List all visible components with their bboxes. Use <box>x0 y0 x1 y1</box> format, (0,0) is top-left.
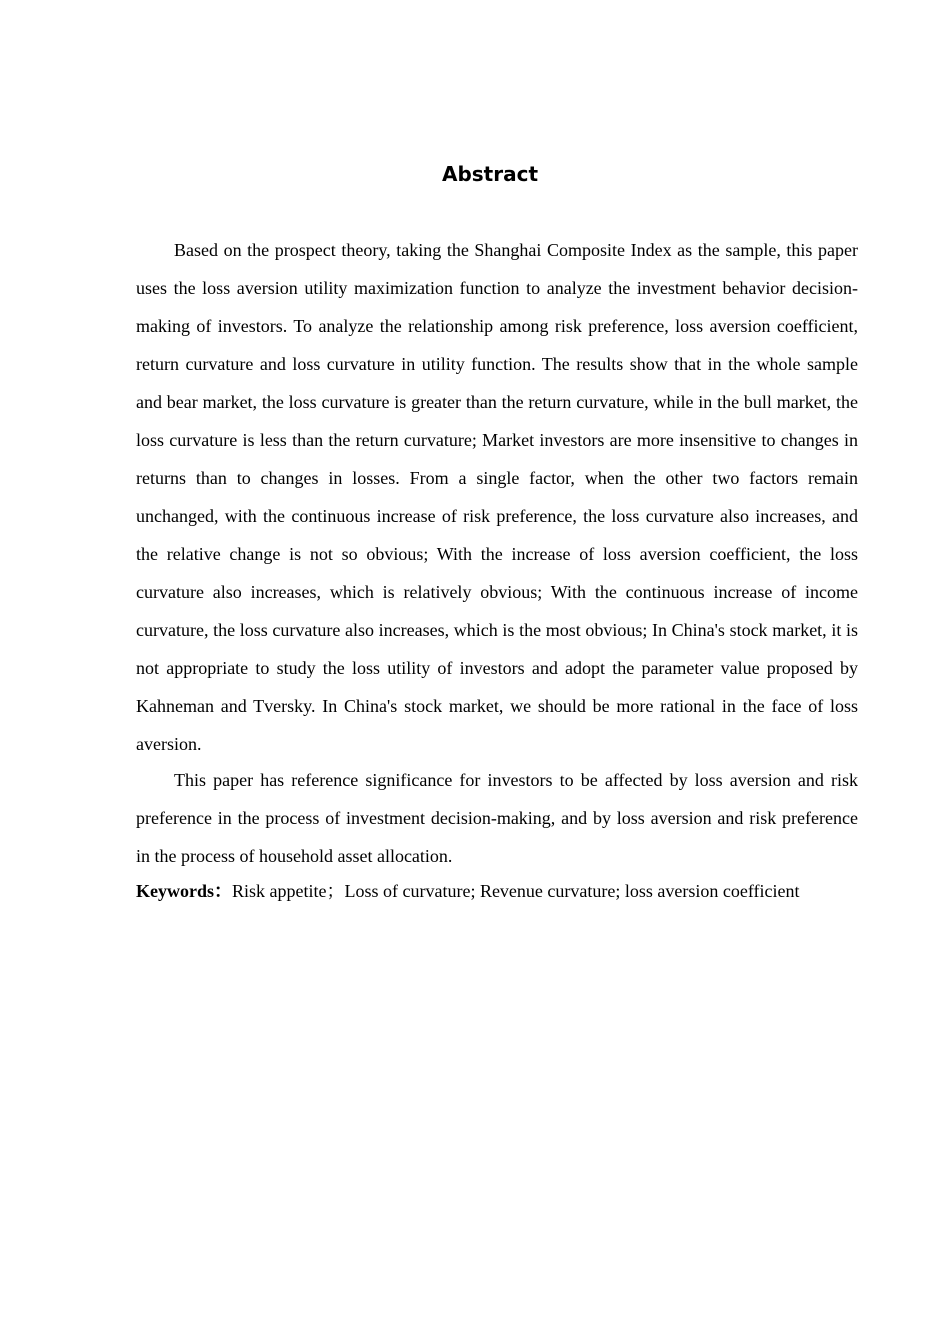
abstract-body <box>136 231 858 910</box>
keywords-label: Keywords： <box>136 881 232 901</box>
abstract-paragraph-1: Based on the prospect theory, taking the Shanghai Composite Index as the sample, this paper uses the loss aversion utility maximization function to analyze the investment behavior decision-making of investors. To analyze the relationship among risk preference, loss aversion coefficient, return curvature and loss curvature in utility function. The results show that in the whole sample and bear market, the loss curvature is greater than the return curvature, while in the bull market, the loss curvature is less than the return curvature; Market investors are more insensitive to changes in returns than to changes in losses. From a single factor, when the other two factors remain unchanged, with the continuous increase of risk preference, the loss curvature also increases, and the relative change is not so obvious; With the increase of loss aversion coefficient, the loss curvature also increases, which is relatively obvious; With the continuous increase of income curvature, the loss curvature also increases, which is the most obvious; In China's stock market, it is not appropriate to study the loss utility of investors and adopt the parameter value proposed by Kahneman and Tversky. In China's stock market, we should be more rational in the face of loss aversion. <box>136 240 858 754</box>
abstract-paragraph-2: This paper has reference significance for investors to be affected by loss aversion and risk preference in the process of investment decision-making, and by loss aversion and risk preference in the process of household asset allocation. <box>136 770 858 866</box>
keywords-list: Risk appetite；Loss of curvature; Revenue curvature; loss aversion coefficient <box>232 881 800 901</box>
keywords-line <box>136 872 858 910</box>
abstract-title: Abstract <box>441 162 539 186</box>
